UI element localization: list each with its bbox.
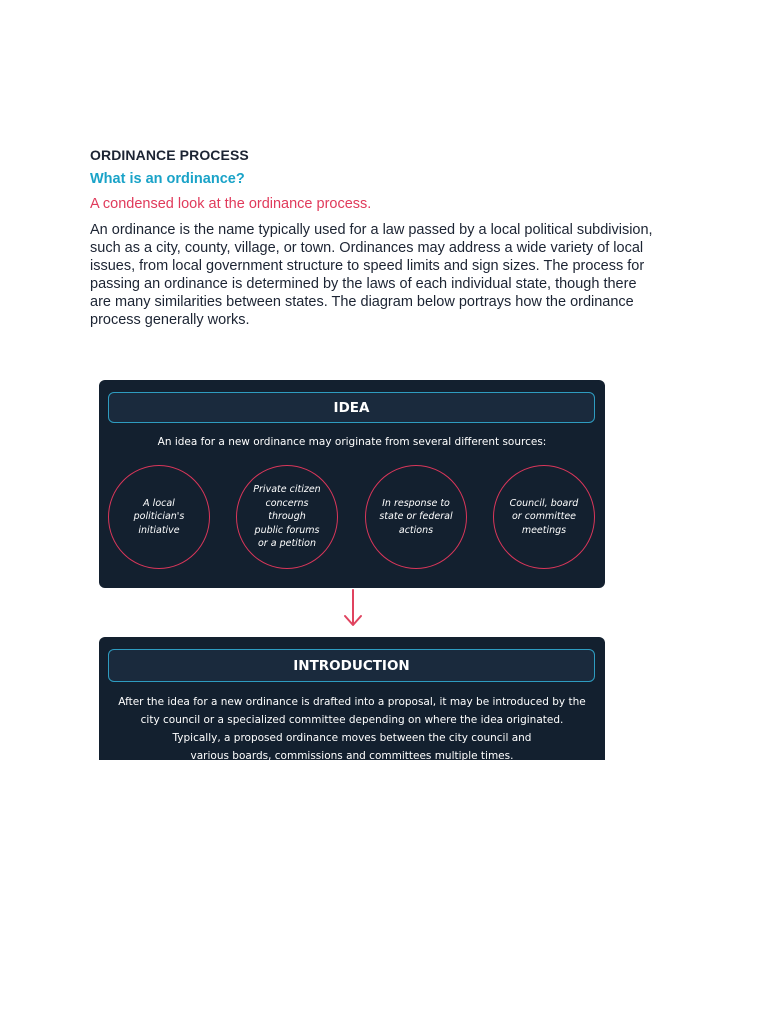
idea-panel — [99, 380, 605, 588]
document-title: ORDINANCE PROCESS — [90, 147, 249, 163]
source-circle-council — [493, 465, 595, 569]
introduction-line: city council or a specialized committee depending on where the idea originated. — [140, 714, 564, 726]
introduction-panel — [99, 637, 605, 760]
source-label: Council, board or committee meetings — [509, 497, 579, 536]
body-line: process generally works. — [90, 312, 250, 328]
body-line: An ordinance is the name typically used for a law passed by a local political subdivision, — [90, 222, 653, 238]
body-line: such as a city, county, village, or town. Ordinances may address a wide variety of local — [90, 240, 644, 256]
source-circle-politician — [108, 465, 210, 569]
introduction-heading: INTRODUCTION — [108, 649, 595, 682]
introduction-text — [99, 693, 605, 765]
body-line: passing an ordinance is determined by the laws of each individual state, though there — [90, 276, 637, 292]
idea-heading: IDEA — [108, 392, 595, 423]
arrow-down-icon — [342, 588, 364, 628]
body-line: issues, from local government structure to speed limits and sign sizes. The process for — [90, 258, 645, 274]
body-paragraph — [90, 221, 690, 329]
document-tagline: A condensed look at the ordinance process. — [90, 196, 372, 212]
source-label: A local politician's initiative — [133, 497, 185, 536]
source-label: Private citizen concerns through public forums or a petition — [253, 484, 321, 550]
introduction-line: Typically, a proposed ordinance moves between the city council and — [172, 732, 532, 744]
introduction-line: After the idea for a new ordinance is drafted into a proposal, it may be introduced by the — [118, 696, 586, 708]
source-circle-citizen — [236, 465, 338, 569]
idea-lead-text: An idea for a new ordinance may originate from several different sources: — [157, 436, 547, 448]
body-line: are many similarities between states. The diagram below portrays how the ordinance — [90, 294, 634, 310]
introduction-line: various boards, commissions and committees multiple times. — [190, 750, 514, 762]
source-label: In response to state or federal actions — [379, 497, 453, 536]
document-subtitle: What is an ordinance? — [90, 171, 245, 187]
source-circle-state-federal — [365, 465, 467, 569]
